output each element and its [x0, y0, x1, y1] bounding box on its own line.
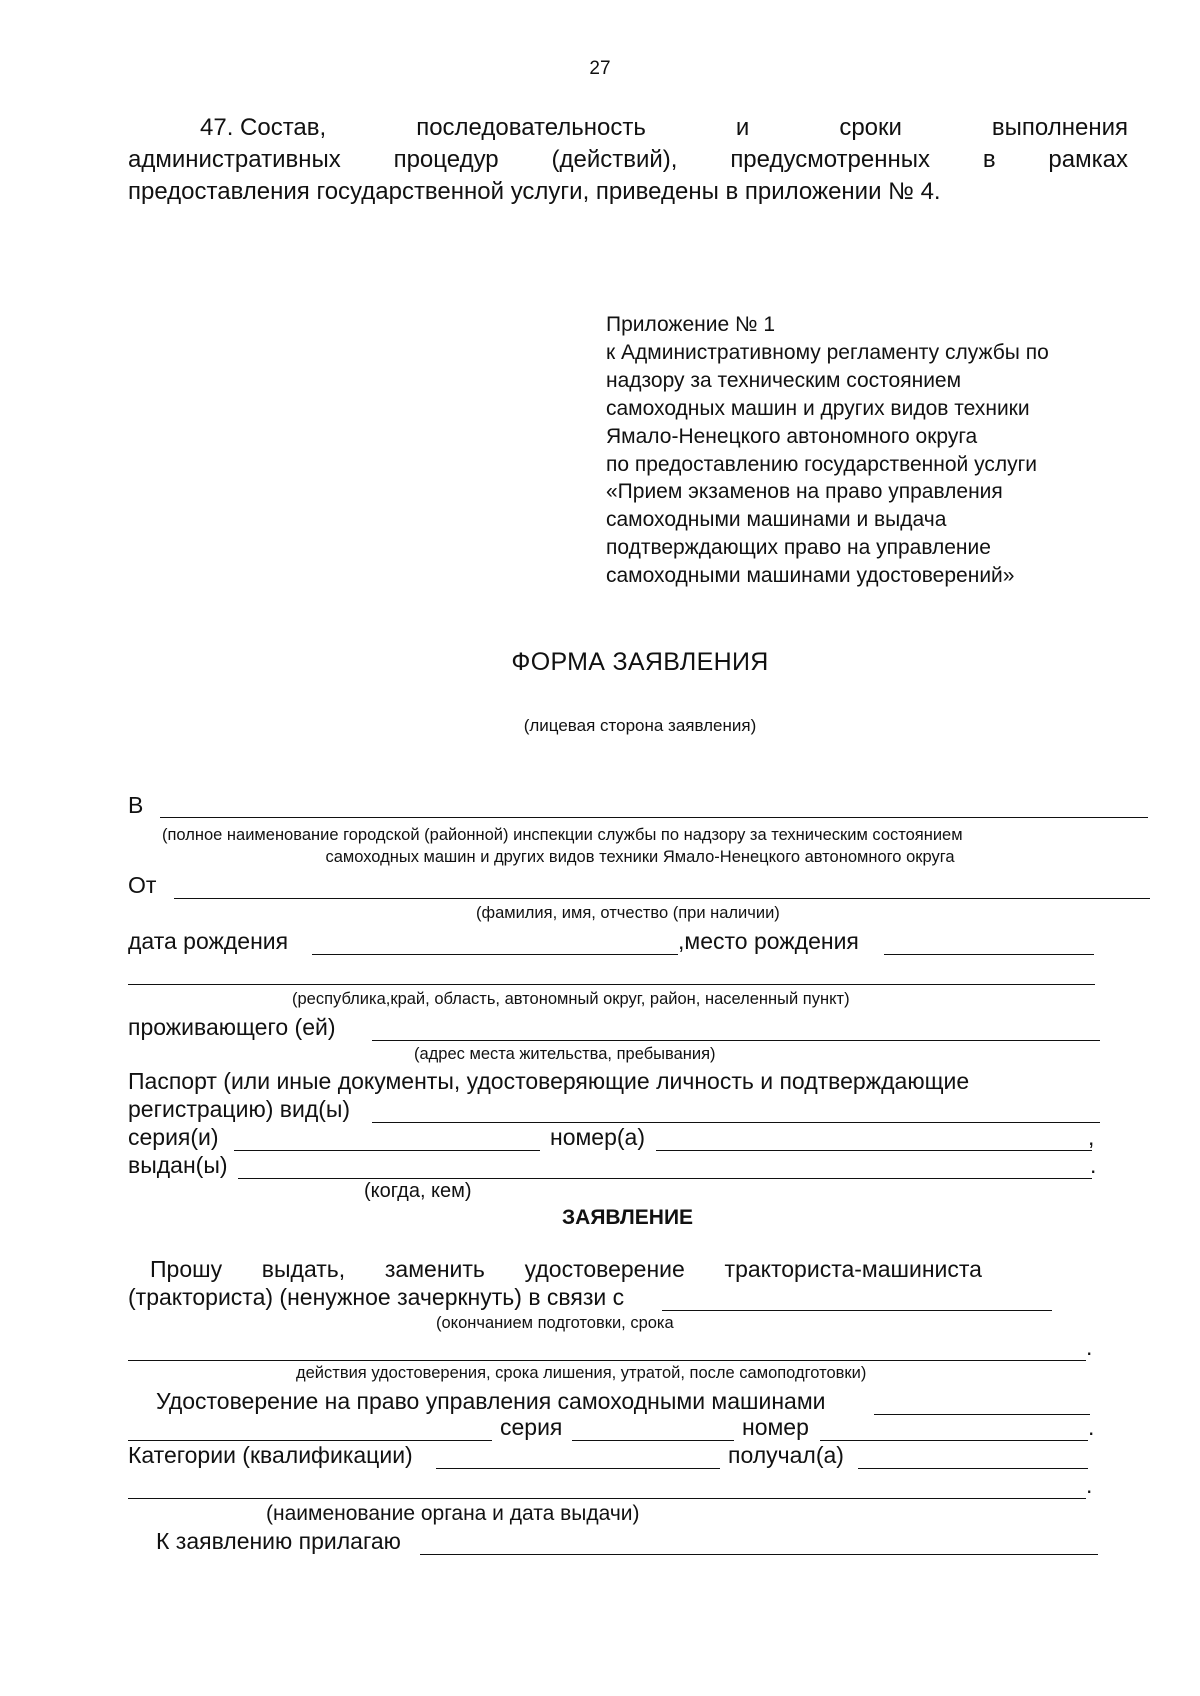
paragraph-47-line-2 [128, 144, 1128, 176]
form-title: ФОРМА ЗАЯВЛЕНИЯ [511, 648, 769, 676]
appendix-line: самоходными машинами удостоверений» [606, 564, 1015, 588]
reason-field-2[interactable] [128, 1336, 1086, 1361]
appendix-header [606, 311, 1049, 590]
to-hint-line-2: самоходных машин и других видов техники Ямало-Ненецкого автономного округа [325, 848, 955, 866]
statement-title: ЗАЯВЛЕНИЕ [562, 1206, 694, 1229]
reason-field[interactable] [662, 1286, 1052, 1311]
license-series-field[interactable] [572, 1416, 734, 1441]
word: рамках [1048, 146, 1128, 173]
word: в [982, 146, 996, 173]
reason-hint-1: (окончанием подготовки, срока [436, 1314, 674, 1332]
to-field[interactable] [160, 793, 1148, 818]
request-line-1 [150, 1256, 982, 1283]
word: процедур [393, 146, 499, 173]
birth-date-label: дата рождения [128, 928, 289, 954]
issued-hint: (когда, кем) [364, 1180, 472, 1202]
received-field[interactable] [858, 1444, 1088, 1469]
issuer-hint: (наименование органа и дата выдачи) [266, 1502, 640, 1525]
dot: . [1088, 1414, 1095, 1440]
residing-label: проживающего (ей) [128, 1014, 336, 1040]
to-hint-line-1: (полное наименование городской (районной) инспекции службы по надзору за техническим состоянием [162, 826, 963, 844]
residing-hint: (адрес места жительства, пребывания) [414, 1045, 716, 1063]
categories-label: Категории (квалификации) [128, 1442, 413, 1468]
series-label: серия(и) [128, 1124, 219, 1150]
birth-place-hint: (республика,край, область, автономный округ, район, населенный пункт) [292, 990, 850, 1008]
appendix-line: Приложение № 1 [606, 313, 776, 336]
license-series-label: серия [500, 1414, 563, 1440]
word: Прошу [150, 1256, 223, 1282]
dot: . [1090, 1152, 1097, 1178]
license-field[interactable] [874, 1390, 1090, 1415]
birth-date-field[interactable] [312, 930, 678, 955]
word: 47. Состав, [200, 114, 327, 141]
residing-field[interactable] [372, 1016, 1100, 1041]
from-label: От [128, 872, 157, 898]
number-field[interactable] [656, 1124, 1095, 1151]
word: тракториста-машиниста [724, 1256, 982, 1282]
appendix-line: подтверждающих право на управление [606, 536, 991, 560]
appendix-line: к Административному регламенту службы по [606, 340, 1049, 364]
word: заменить [384, 1256, 485, 1282]
from-field[interactable] [174, 874, 1150, 899]
passport-label-line-2: регистрацию) вид(ы) [128, 1096, 351, 1122]
number-label: номер(а) [550, 1124, 645, 1150]
appendix-line: самоходными машинами и выдача [606, 508, 947, 532]
received-label: получал(а) [728, 1442, 844, 1468]
word: удостоверение [524, 1256, 685, 1282]
word: предусмотренных [730, 146, 930, 173]
from-hint: (фамилия, имя, отчество (при наличии) [476, 904, 780, 922]
paragraph-47-line-1 [128, 112, 1128, 144]
word: выдать, [261, 1256, 346, 1282]
word: и [735, 114, 750, 141]
issued-field[interactable] [238, 1154, 1092, 1179]
series-field[interactable] [234, 1126, 540, 1151]
page-number: 27 [589, 58, 611, 79]
paragraph-47-line-3: предоставления государственной услуги, приведены в приложении № 4. [128, 178, 941, 205]
word: последовательность [416, 114, 646, 141]
categories-field[interactable] [436, 1444, 720, 1469]
word: сроки [839, 114, 902, 141]
to-label: В [128, 792, 144, 818]
received-field-2[interactable] [128, 1474, 1086, 1499]
attach-field[interactable] [420, 1530, 1098, 1555]
appendix-line: «Прием экзаменов на право управления [606, 480, 1003, 504]
passport-label-line-1: Паспорт (или иные документы, удостоверяющие личность и подтверждающие [128, 1068, 970, 1094]
paragraph-47 [128, 112, 1128, 208]
license-number-label: номер [742, 1414, 809, 1440]
appendix-line: Ямало-Ненецкого автономного округа [606, 424, 978, 448]
request-line-2: (тракториста) (ненужное зачеркнуть) в связи с [128, 1284, 625, 1310]
reason-hint-2: действия удостоверения, срока лишения, утратой, после самоподготовки) [296, 1364, 867, 1382]
appendix-line: самоходных машин и других видов техники [606, 396, 1030, 420]
word: (действий), [551, 146, 678, 173]
license-field-2[interactable] [128, 1416, 492, 1441]
birth-place-field-2[interactable] [128, 960, 1095, 985]
appendix-line: по предоставлению государственной услуги [606, 452, 1038, 476]
issued-label: выдан(ы) [128, 1152, 228, 1178]
comma: , [1088, 1124, 1095, 1150]
form-subtitle: (лицевая сторона заявления) [523, 716, 757, 735]
appendix-line: надзору за техническим состоянием [606, 368, 962, 392]
birth-place-label: ,место рождения [678, 928, 859, 954]
attach-label: К заявлению прилагаю [156, 1528, 401, 1554]
dot: . [1086, 1334, 1093, 1360]
word: выполнения [991, 114, 1128, 141]
birth-place-field[interactable] [884, 930, 1094, 955]
dot: . [1086, 1472, 1093, 1498]
passport-type-field[interactable] [372, 1098, 1100, 1123]
word: административных [128, 146, 341, 173]
license-number-field[interactable] [820, 1416, 1088, 1441]
license-label: Удостоверение на право управления самоходными машинами [156, 1388, 826, 1414]
